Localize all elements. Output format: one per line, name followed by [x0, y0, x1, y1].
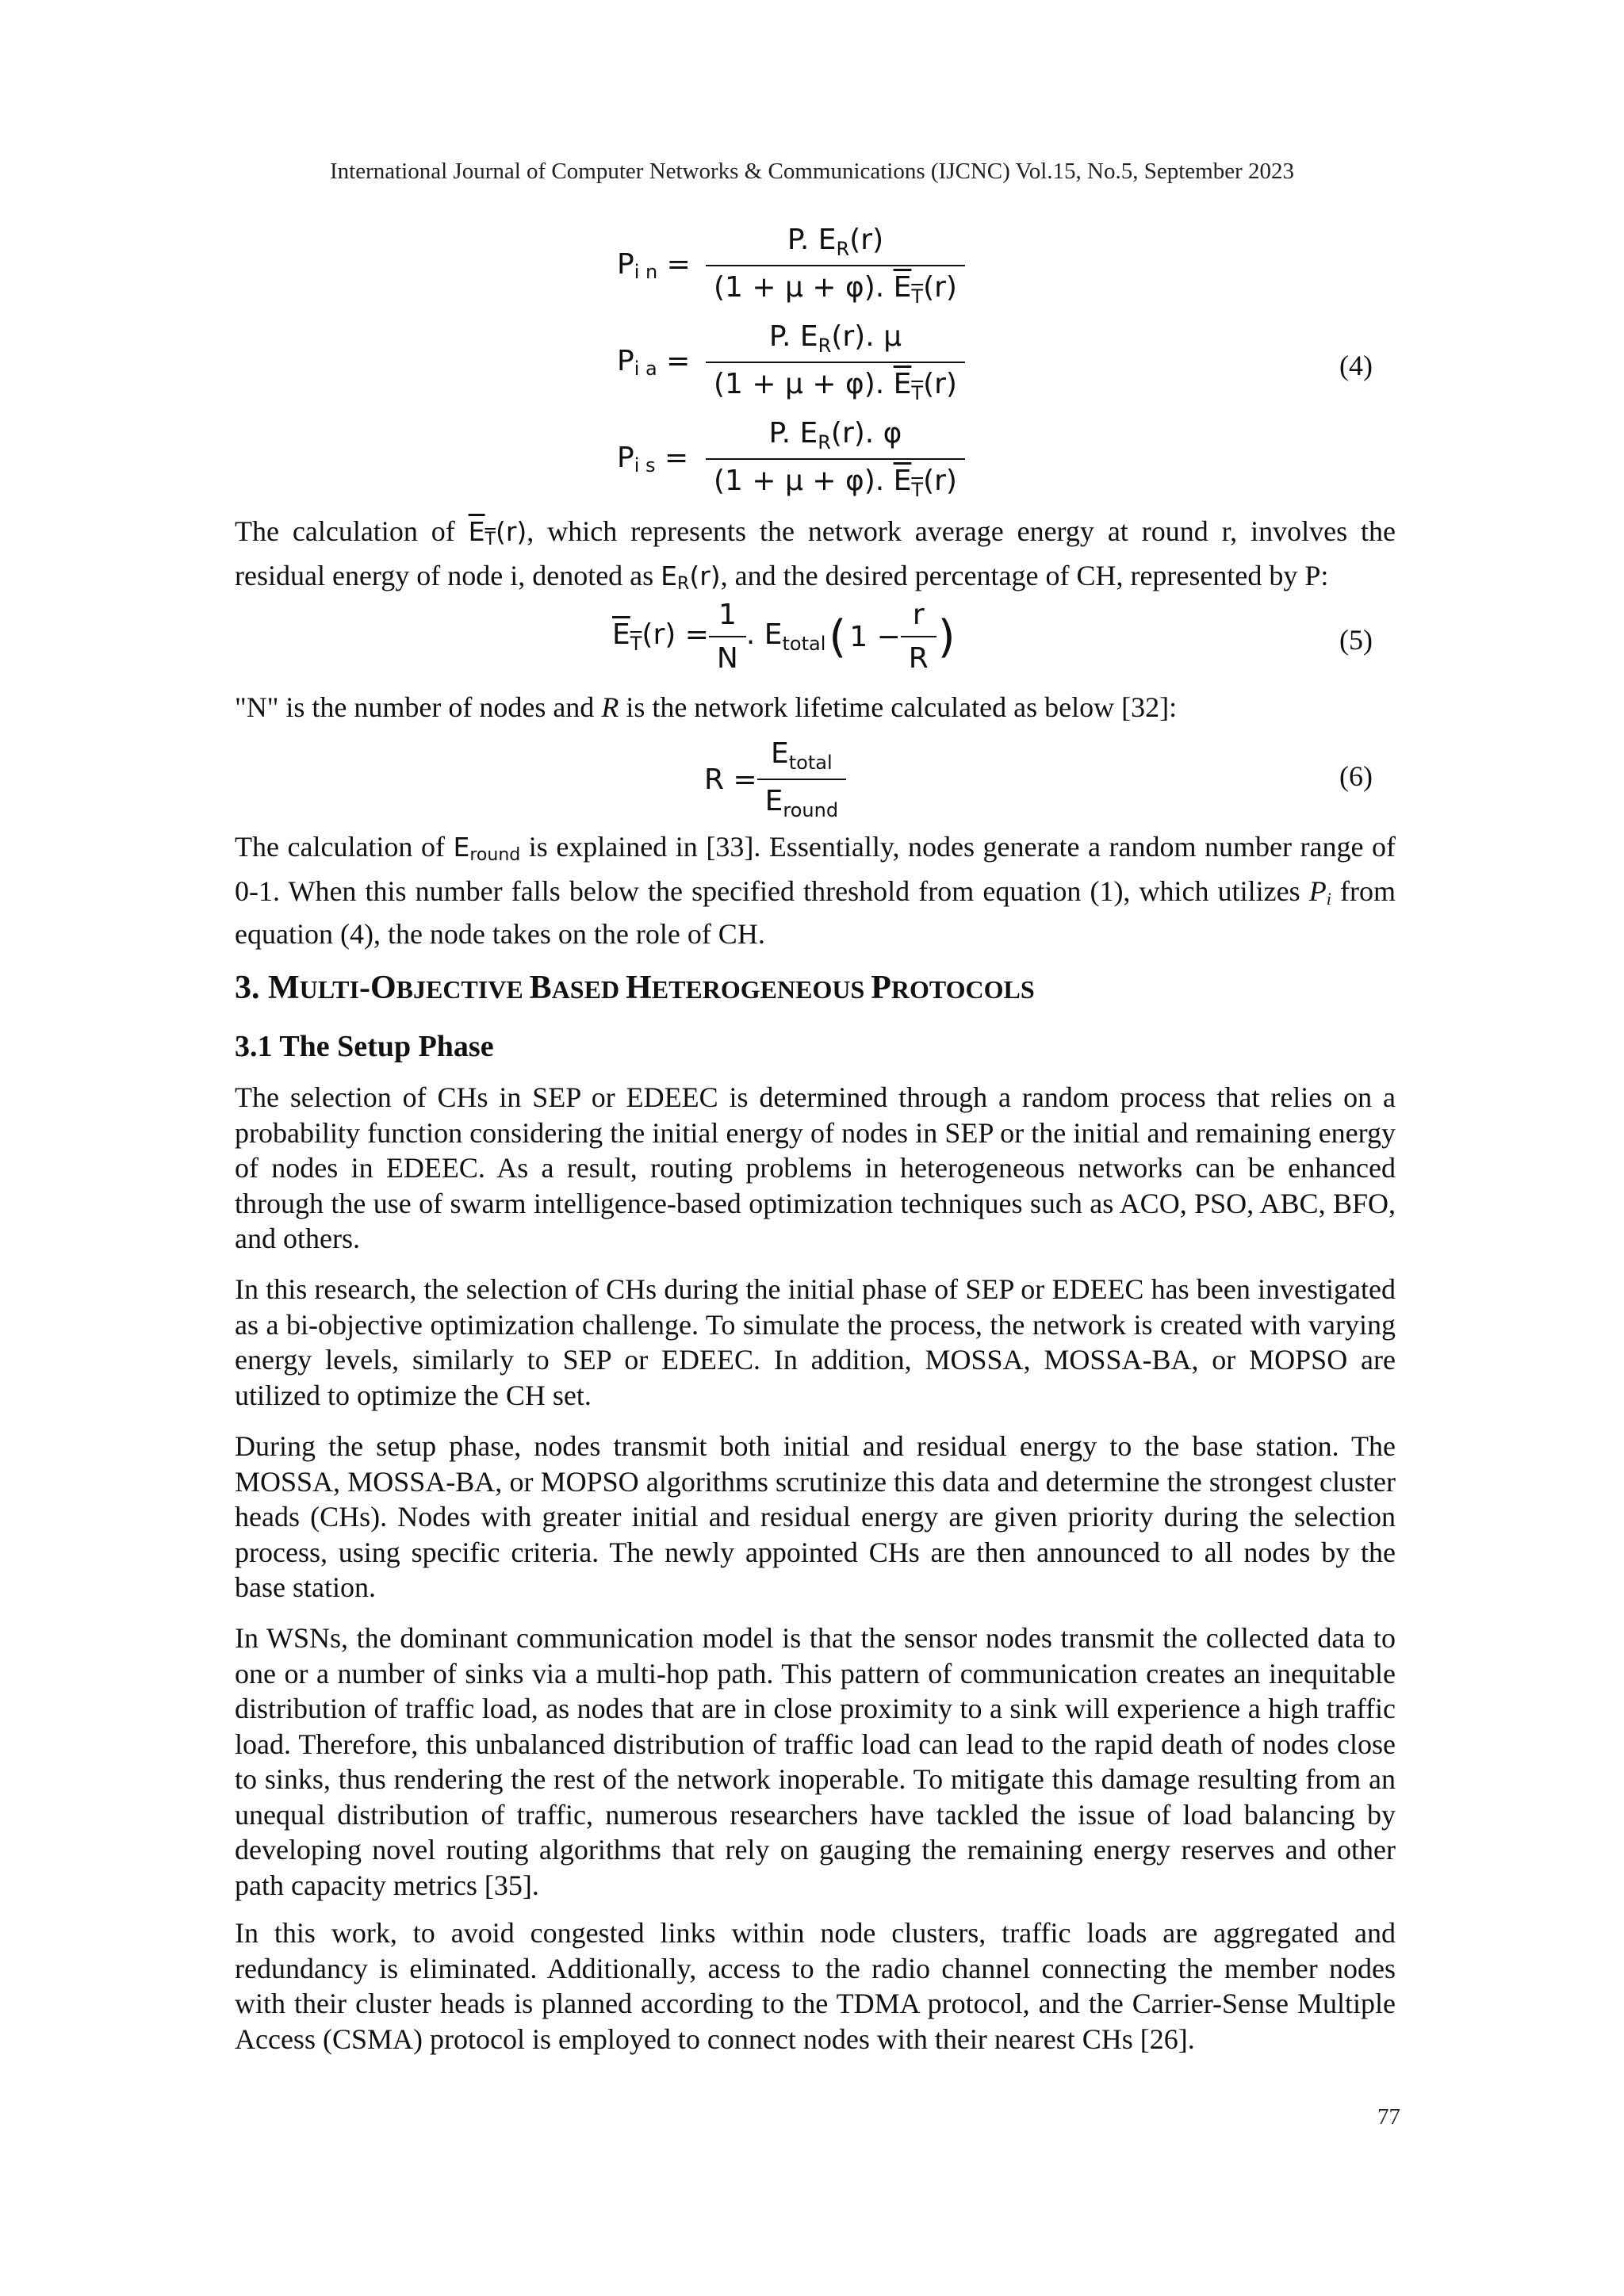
fraction-p-in: $\frac{P. E_R(r)}{(1 + \mu + \varphi). \overline{E}_{\overline{T}}(r)}$ [706, 224, 965, 308]
paragraph-ch-selection: The selection of CHs in SEP or EDEEC is determined through a random process that relies on a probability function considering the initial energy of nodes in SEP or the initial and remaining energy of nodes in EDEEC. As a result, routing problems in heterogeneous networks can be enhanced through the use of swarm intelligence-based optimization techniques such as ACO, PSO, ABC, BFO, and others. [235, 1081, 1396, 1254]
fraction-e-total-over-e-round: $\frac{E_{total}}{E_{round}}$ [757, 737, 846, 821]
equation-p-is: $P_{i s}$ = $\frac{P. E_R(r). \varphi}{(1 + \mu + \varphi). \overline{E}_{\overline{T}}(r)}$ [617, 417, 965, 501]
running-header: International Journal of Computer Networks & Communications (IJCNC) Vol.15, No.5, September 2023 [330, 159, 1294, 184]
equation-average-energy: $\overline{E}_{\overline{T}}(r)$ = $\frac{1}{N}$ . $E_{total}$ ( 1 − $\frac{r}{R}$ ) [612, 599, 956, 675]
paragraph-tdma-csma: In this work, to avoid congested links within node clusters, traffic loads are aggregated and redundancy is eliminated. Additionally, access to the radio channel connecting the member nodes with their cluster heads is planned according to the TDMA protocol, and the Carrier-Sense Multiple Access (CSMA) protocol is employed to connect nodes with their nearest CHs [26]. [235, 1917, 1396, 2055]
equation-number-6: (6) [1339, 760, 1373, 792]
equation-p-in: $P_{i n}$ = $\frac{P. E_R(r)}{(1 + \mu + \varphi). \overline{E}_{\overline{T}}(r)}$ [617, 224, 965, 308]
fraction-p-is: $\frac{P. E_R(r). \varphi}{(1 + \mu + \varphi). \overline{E}_{\overline{T}}(r)}$ [706, 417, 965, 501]
section-title: 3. MULTI-OBJECTIVE BASED HETEROGENEOUS PROTOCOLS [235, 970, 1035, 1006]
fraction-one-over-n: $\frac{1}{N}$ [709, 599, 746, 675]
paragraph-wsn-communication: In WSNs, the dominant communication model is that the sensor nodes transmit the collected data to one or a number of sinks via a multi-hop path. This pattern of communication creates an inequitable distribution of traffic load, as nodes that are in close proximity to a sink will experience a high traffic load. Therefore, this unbalanced distribution of traffic load can lead to the rapid death of nodes close to sinks, thus rendering the rest of the network inoperable. To mitigate this damage resulting from an unequal distribution of traffic, numerous researchers have tackled the issue of load balancing by developing novel routing algorithms that rely on gauging the remaining energy reserves and other path capacity metrics [35]. [235, 1622, 1396, 1901]
paragraph-network-average-energy: The calculation of $\overline{E}_{\overline{T}}(r)$, which represents the network average energy at round r, involves the residual energy of node i, denoted as $E_R(r)$, and the desired percentage of CH, represented by P: [235, 515, 1396, 594]
fraction-r-over-r: $\frac{r}{R}$ [901, 599, 936, 675]
page-number: 77 [1377, 2104, 1400, 2130]
equation-lifetime: R = $\frac{E_{total}}{E_{round}}$ [704, 737, 846, 821]
paragraph-e-round: The calculation of $E_{round}$ is explained in [33]. Essentially, nodes generate a random number range of 0-1. When this number falls below the specified threshold from equation (1), which utilizes $P_i$ from equation (4), the node takes on the role of CH. [235, 831, 1396, 950]
equation-number-4: (4) [1339, 350, 1373, 381]
subsection-title: 3.1 The Setup Phase [235, 1030, 494, 1063]
equation-number-5: (5) [1339, 624, 1373, 656]
paragraph-bi-objective: In this research, the selection of CHs during the initial phase of SEP or EDEEC has been investigated as a bi-objective optimization challenge. To simulate the process, the network is created with varying energy levels, similarly to SEP or EDEEC. In addition, MOSSA, MOSSA-BA, or MOPSO are utilized to optimize the CH set. [235, 1273, 1396, 1411]
equation-p-ia: $P_{i a}$ = $\frac{P. E_R(r). \mu}{(1 + \mu + \varphi). \overline{E}_{\overline{T}}(r)}$ [617, 320, 965, 404]
paragraph-setup-phase: During the setup phase, nodes transmit both initial and residual energy to the base station. The MOSSA, MOSSA-BA, or MOPSO algorithms scrutinize this data and determine the strongest cluster heads (CHs). Nodes with greater initial and residual energy are given priority during the selection process, using specific criteria. The newly appointed CHs are then announced to all nodes by the base station. [235, 1430, 1396, 1603]
fraction-p-ia: $\frac{P. E_R(r). \mu}{(1 + \mu + \varphi). \overline{E}_{\overline{T}}(r)}$ [706, 320, 965, 404]
paragraph-network-lifetime: "N" is the number of nodes and R is the network lifetime calculated as below [32]: [235, 691, 1178, 723]
